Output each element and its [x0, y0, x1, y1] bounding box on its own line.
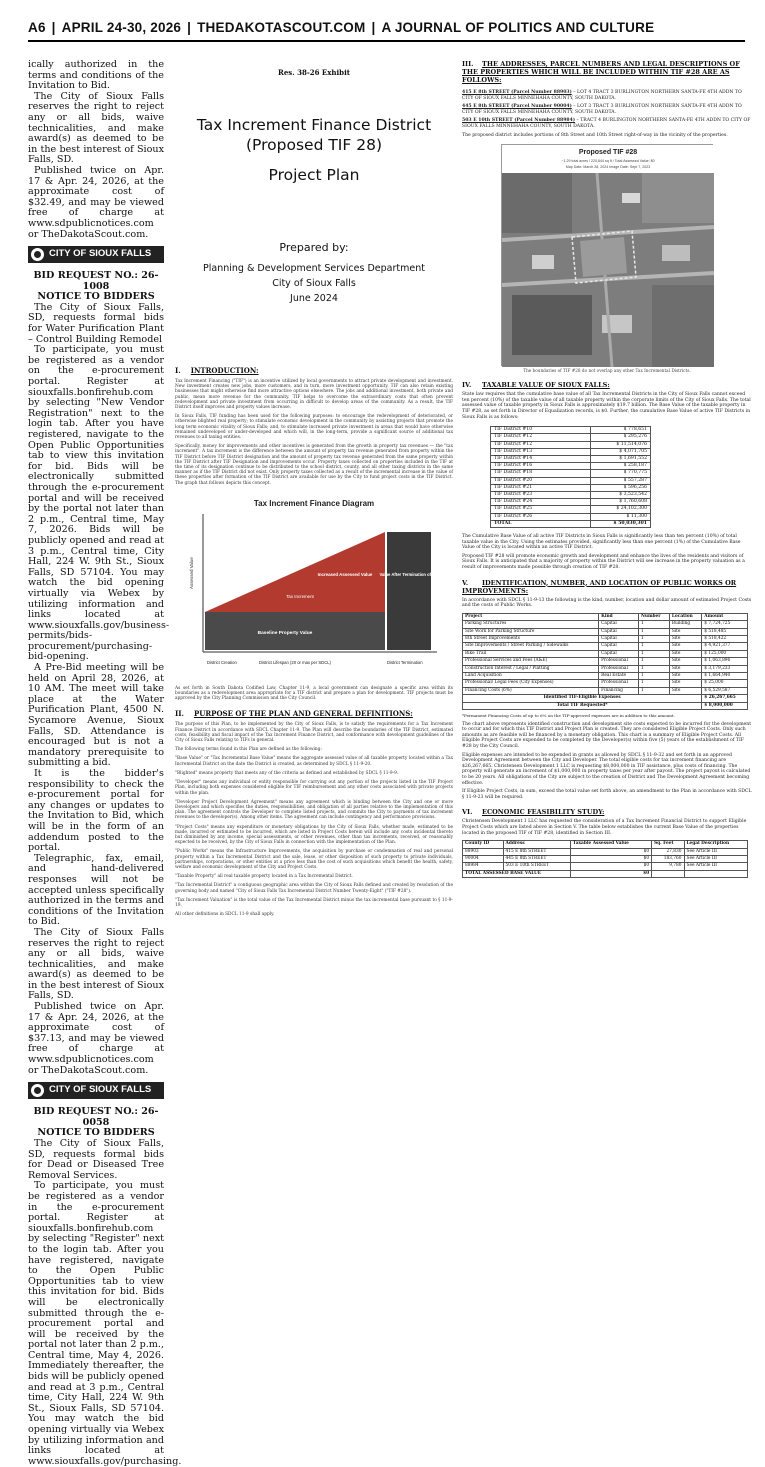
map-block	[652, 285, 714, 367]
column-header: Location	[669, 613, 701, 620]
table-cell: $ 6,529,587	[702, 687, 748, 694]
total-base-value: $0	[570, 870, 651, 877]
legal-para: A Pre-Bid meeting will be held on April 28, 2026, at 10 AM. The meet will take place at the Water Purification Plant, 4500 N. Sycamore Avenue, Sioux Falls, SD. Attendance is encouraged but is not a mandatory prerequisite to submitting a bid.	[28, 662, 164, 769]
table-cell: Professional	[599, 680, 639, 687]
tif-diagram-graphic	[175, 494, 453, 682]
definition: "Public Works" means the Infrastructure Improvements, the acquisition by purchase or condemnation of real and personal property within a Tax Incremental District and the sale, lease, or other disposition of such property to private individuals, partnerships, corporations, or other entities at a price less than the cost of such acquisitions which benefit the health, safety, welfare and economic development of the City and Project Costs.	[175, 849, 453, 870]
table-row	[463, 863, 748, 870]
table-cell: $ 1,063,896	[702, 658, 748, 665]
tif-district-value: $ 295,276	[591, 434, 651, 441]
page-number: A6	[28, 20, 46, 35]
body-text: The purpose of this Plan, to be implemented by the City of Sioux Falls, is to satisfy the requirements for a Tax Increment Finance District in accordance with SDCL Chapter 11-9. The Plan will describe the boundaries of the TIF District, estimated costs, feasibility and fiscal impact of the Tax Increment Finance District, and conformance with development guidelines of the City of Sioux Falls relating to TIFs in general.	[175, 722, 453, 744]
table-cell: See Article III	[684, 863, 748, 870]
tif-district-value: $ 4,071,705	[591, 448, 651, 455]
table-row	[463, 672, 748, 679]
diagram-title: Tax Increment Finance Diagram	[253, 498, 375, 508]
column-header: Number	[638, 613, 669, 620]
table-cell: $0	[570, 848, 651, 855]
table-row	[491, 499, 651, 506]
bid-title: BID REQUEST NO.: 26-0058	[33, 1106, 159, 1128]
aerial-map-graphic	[502, 145, 714, 367]
address-entry	[462, 104, 752, 115]
tif-base-value-table	[490, 426, 651, 528]
table-cell: See Article III	[684, 848, 748, 855]
section-number: IV.	[462, 381, 472, 390]
table-cell: $ 4,921,377	[702, 643, 748, 650]
tif-district-name: TIF District #21	[491, 484, 591, 491]
table-row	[463, 635, 748, 642]
map-block	[502, 173, 572, 233]
bid-subtitle: NOTICE TO BIDDERS	[37, 291, 155, 303]
logo-text: CITY OF SIOUX FALLS	[49, 248, 152, 260]
table-row	[463, 628, 748, 635]
city-logo-banner	[28, 1082, 164, 1099]
table-cell: 1	[638, 643, 669, 650]
table-row	[491, 463, 651, 470]
table-row	[491, 455, 651, 462]
table-cell: Site	[669, 650, 701, 657]
tif-exhibit-page2	[462, 60, 752, 1130]
table-cell: Capital	[599, 650, 639, 657]
address-head: 445 E 8th STREET (Parcel Number 90004)	[462, 104, 572, 110]
table-cell: 1	[638, 650, 669, 657]
table-cell: Site	[669, 672, 701, 679]
bid-title: BID REQUEST NO.: 26-1008	[33, 270, 159, 292]
section-heading	[462, 60, 752, 84]
total-requested-label: Total TIF Requested*	[463, 702, 702, 709]
table-cell: Building	[669, 621, 701, 628]
body-text: Proposed TIF #28 will promote economic growth and development and enhance the lives of the residents and visitors of Sioux Falls. It is anticipated that a majority of property within the District will see increase in the property valuation as a result of improvements made possible through creation of TIF #28.	[462, 553, 745, 570]
section-heading	[175, 709, 453, 718]
section-heading	[175, 366, 453, 375]
diagram-yaxis-label: Assessed Value	[189, 556, 194, 589]
creation-label: District Creation	[207, 659, 237, 665]
site-url[interactable]: THEDAKOTASCOUT.COM	[197, 20, 366, 35]
map-block	[512, 295, 592, 355]
column-header: Project	[463, 613, 599, 620]
table-footnote: *Permanent Financing Costs of up to 6% on the TIF-approved expenses are in addition to this amount.	[462, 713, 675, 718]
feasibility-table	[462, 840, 748, 878]
tagline: A JOURNAL OF POLITICS AND CULTURE	[381, 20, 655, 35]
tif-district-value: $ 11,300	[591, 513, 651, 520]
district-map	[501, 144, 713, 366]
map-caption: The boundaries of TIF #28 do not overlap any other Tax Incremental Districts.	[523, 368, 691, 374]
definition: "Base Value" or "Tax Incremental Base Value" means the aggregate assessed value of all taxable property located within a Tax Incremental District on the date the District is created, as determined by SDCL § 11-9-20.	[175, 756, 453, 767]
table-cell: Site	[669, 687, 701, 694]
body-text: The chart above represents identified construction and development site costs expected to be incurred for the development to occur and for which this TIF District and Project Plan is created. They are considered Eligible Project Costs. Only such amounts as are feasible will be financed by a monetary obligation. This chart is a summary of Eligible Project Costs. All Eligible Project Costs are expended to be completed by the Developer(s) within five (5) years of the establishment of TIF #28 by the City Council.	[462, 721, 752, 749]
table-row	[463, 687, 748, 694]
section-number: II.	[175, 709, 184, 719]
lifespan-label: District Lifespan (20 or max per SDCL)	[259, 659, 331, 665]
city-seal-icon	[31, 248, 44, 261]
table-cell: Financing Costs (6%)	[463, 687, 599, 694]
plan-title-line: Project Plan	[268, 166, 360, 184]
map-building	[662, 245, 690, 261]
body-text: As set forth in South Dakota Codified Law, Chapter 11-9, a local government can designate a specific area within its boundaries as a redevelopment area appropriate for a TIF district and prepare a plan for development. TIF projects must be approved by the City Planning Commission and the City Council.	[175, 685, 453, 702]
section-number: V.	[462, 578, 469, 587]
table-row	[463, 855, 748, 862]
legal-para: The City of Sioux Falls reserves the right to reject any or all bids, waive technicalities, and make award(s) as deemed to be in the best interest of Sioux Falls, SD.	[28, 926, 164, 1002]
column-header: Address	[503, 841, 570, 848]
map-title: Proposed TIF #28	[578, 149, 638, 157]
definition: "Tax Incremental District" a contiguous geographic area within the City of Sioux Falls defined and created by resolution of the governing body and named "City of Sioux Falls Tax Incremental District Number Twenty-Eight" ("TIF #28").	[175, 883, 453, 894]
tif-district-name: TIF District #23	[491, 491, 591, 498]
tif-district-value: $ 557,287	[591, 477, 651, 484]
logo-text: CITY OF SIOUX FALLS	[49, 1084, 152, 1096]
table-cell: $0	[570, 863, 651, 870]
section-title: INTRODUCTION:	[190, 366, 259, 375]
section-number: I.	[175, 366, 181, 375]
legal-para: The City of Sioux Falls, SD, requests formal bids for Dead or Diseased Tree Removal Services.	[28, 1138, 164, 1181]
column-header: County ID	[463, 841, 504, 848]
table-cell: Construction Interest / Legal / Platting	[463, 665, 599, 672]
prepared-label: Prepared by:	[279, 241, 349, 254]
increased-value-label: Increased Assessed Value	[317, 571, 373, 577]
table-row	[463, 658, 748, 665]
legal-para: To participate, you must be registered as a vendor in the e-procurement portal. Register at siouxfalls.bonfirehub.com by selecting "Register" next to the login tab. After you have registered, navigate to the Open Public Opportunities tab to view this invitation for bid. Bids will be electronically submitted through the e-procurement portal and will be received by the portal not later than 2 p.m., Central time, May 4, 2026. Immediately thereafter, the bids will be publicly opened and read at 3 p.m., Central time, City Hall, 224 W. 9th St., Sioux Falls, SD 57104. You may watch the bid opening virtually via Webex by utilizing information and links located at www.siouxfalls.gov/purchasing.	[28, 1180, 182, 1467]
table-cell: $ 3,179,233	[702, 665, 748, 672]
table-row	[463, 621, 748, 628]
tif-district-value: $ 1,760,608	[591, 499, 651, 506]
column-header: Kind	[599, 613, 639, 620]
identified-expenses-label: Identified TIF-Eligible Expenses	[463, 695, 702, 702]
table-row	[491, 427, 651, 434]
project-costs-table	[462, 613, 748, 710]
table-cell: Site	[669, 643, 701, 650]
table-cell: Site	[669, 658, 701, 665]
table-cell: 27,830	[652, 848, 684, 855]
table-cell: Capital	[599, 621, 639, 628]
table-cell: Site	[669, 635, 701, 642]
table-row	[491, 491, 651, 498]
table-row	[463, 665, 748, 672]
definition: "Blighted" means property that meets any of the criteria as defined and established by SDCL § 11-9-9.	[175, 770, 399, 776]
identified-expenses-value: $ 26,267,665	[702, 695, 748, 702]
table-cell: Professional	[599, 658, 639, 665]
body-text: Tax Increment Financing ("TIF") is an incentive utilized by local governments to attract private development and investment. New investment creates new jobs, more customers, and in turn, more investment opportunity. TIF can also retain existing businesses that might otherwise find more attractive options elsewhere. The jobs and additional investment, both private and public, mean more revenue for the community. TIF helps to overcome the extraordinary costs that often prevent redevelopment and private investment from occurring in difficult to develop areas of the community. As a result, the TIF District itself improves and property values increase.	[175, 379, 453, 411]
column-header: Sq. Feet	[652, 841, 684, 848]
bid-subtitle: NOTICE TO BIDDERS	[37, 1127, 155, 1139]
issue-dates: APRIL 24-30, 2026	[61, 20, 182, 35]
tif-district-value: $ 3,523,542	[591, 491, 651, 498]
table-cell: 90004	[463, 855, 504, 862]
address-entry	[462, 118, 752, 129]
address-text: – LOT 4 TRACT 3 BURLINGTON NORTHERN SANTA-FE 4TH ADDN TO CITY OF SIOUX FALLS MINNEHAHA COUNTY, SOUTH DAKOTA.	[462, 90, 742, 101]
map-building	[602, 315, 632, 333]
tif-diagram	[175, 494, 453, 682]
table-row	[491, 441, 651, 448]
tif-district-name: TOTAL	[491, 520, 591, 527]
tif-district-value: $ 258,187	[591, 463, 651, 470]
table-cell: 8th Street Improvements	[463, 635, 599, 642]
definition: "Project Costs" means any expenditure or monetary obligations by the City of Sioux Falls, whether made, estimated to be made, incurred or estimated to be incurred, which are listed in Project Costs herein will include any costs incidental thereto but diminished by any income, special assessments, or other revenues, other than tax increments, received, or reasonably expected to be received, by the City of Sioux Falls in connection with the implementation of the Plan.	[175, 824, 453, 846]
tif-district-name: TIF District #12	[491, 441, 591, 448]
city-logo-banner	[28, 246, 164, 263]
section-title: TAXABLE VALUE OF SIOUX FALLS:	[482, 381, 610, 390]
legal-para: Telegraphic, fax, email, and hand-delivered responses will not be accepted unless specifically authorized in the terms and conditions of the Invitation to Bid.	[28, 852, 164, 928]
table-cell: Site	[669, 628, 701, 635]
table-row	[463, 848, 748, 855]
column-header: Amount	[702, 613, 748, 620]
table-cell: Land Acquisition	[463, 672, 599, 679]
body-text: The Cumulative Base Value of all active TIF Districts in Sioux Falls is significantly less than ten percent (10%) of total taxable value in the City. Using the estimates provided, significantly less than one percent (1%) of the Cumulative Base Value of the City is located within an active TIF District.	[462, 533, 741, 551]
table-cell: 1	[638, 672, 669, 679]
plan-title-line: (Proposed TIF 28)	[246, 136, 382, 154]
legal-para: The City of Sioux Falls, SD, requests formal bids for Water Purification Plant – Control Building Remodel	[28, 301, 164, 345]
map-block	[642, 173, 714, 223]
table-cell: 88903	[463, 848, 504, 855]
table-row	[491, 506, 651, 513]
prepared-by-block	[175, 240, 453, 306]
tif-district-name: TIF District #18	[491, 470, 591, 477]
termination-label: District Termination	[387, 659, 423, 665]
table-cell: Bike Trail	[463, 650, 599, 657]
body-text: Specifically, money for improvements and other incentives is generated from the growth in property tax revenues — the "tax increment". A tax increment is the difference between the amount of property tax revenue generated from property within the TIF District before TIF District designation and the amount of property tax revenue generated from the same property within the TIF District after TIF Designation and improvements occur. Property taxes collected on properties included in the TIF at the time of its designation continue to be distributed to the school district, county, and all other taxing districts in the same manner as if the TIF District did not exist. Only property taxes collected as a result of the incremental increase in the value of these properties after formation of the TIF District are available for use by the City to fund project costs in the TIF District. The graph that follows depicts this concept.	[175, 444, 453, 486]
map-building	[532, 255, 554, 269]
definition: All other definitions in SDCL 11-9 shall apply.	[175, 912, 275, 918]
address-note: The proposed district includes portions of 8th Street and 10th Street right-of-way in the vicinity of the properties.	[462, 132, 728, 138]
table-cell: $ 25,000	[702, 680, 748, 687]
map-building	[622, 193, 640, 203]
table-row	[463, 643, 748, 650]
definition: "Developer" means any individual or entity responsible for carrying out any portion of the projects listed in the TIF Project Plan, including both expenses considered eligible for TIF reimbursement and any other costs associated with private projects within the plan.	[175, 780, 453, 796]
section-title: THE ADDRESSES, PARCEL NUMBERS AND LEGAL DESCRIPTIONS OF THE PROPERTIES WHICH WILL BE INCLUDED WITHIN TIF #28 ARE AS FOLLOWS:	[462, 60, 740, 84]
body-text: The following terms found in this Plan are defined as the following:	[175, 747, 322, 753]
tif-district-value: $ 1,691,552	[591, 455, 651, 462]
definition: "Taxable Property" all real taxable property located in a Tax Incremental District.	[175, 874, 353, 880]
table-row	[491, 448, 651, 455]
legal-para: ically authorized in the terms and conditions of the Invitation to Bid.	[28, 59, 164, 92]
table-row	[491, 484, 651, 491]
tif-district-value: $ 11,514,076	[591, 441, 651, 448]
baseline-label: Baseline Property Value	[257, 630, 313, 636]
table-cell: Parking Structures	[463, 621, 599, 628]
tif-district-value: $ 24,102,300	[591, 506, 651, 513]
city-seal-icon	[31, 1084, 44, 1097]
body-text: State law requires that the cumulative base value of all Tax Incremental Districts in the City of Sioux Falls cannot exceed ten percent (10%) of the taxable value of all taxable property within the corporate limits of the City of Sioux Falls. The total assessed value of taxable property in Sioux Falls is approximately $19.7 billion. The Base Value of the taxable property in TIF #28, as set forth in Director of Equalization records, is $0. Further, the cumulative Base Value of active TIF Districts in Sioux Falls is as follows:	[462, 392, 751, 420]
table-cell: 1	[638, 658, 669, 665]
column-header: Taxable Assessed Value	[570, 841, 651, 848]
table-cell: 183,760	[652, 855, 684, 862]
table-cell: $ 125,000	[702, 650, 748, 657]
exhibit-label: Res. 38-26 Exhibit	[278, 68, 350, 77]
tif-district-name: TIF District #24	[491, 499, 591, 506]
table-cell: Real Estate	[599, 672, 639, 679]
table-cell: 1	[638, 665, 669, 672]
table-cell: 1	[638, 687, 669, 694]
table-cell: 88984	[463, 863, 504, 870]
table-cell: Professional Services and Fees (A&E)	[463, 658, 599, 665]
table-cell: $ 518,422	[702, 635, 748, 642]
table-row	[491, 470, 651, 477]
tif-district-name: TIF District #20	[491, 477, 591, 484]
table-cell: 1	[638, 621, 669, 628]
table-cell: Capital	[599, 643, 639, 650]
table-cell: $0	[570, 855, 651, 862]
tif-district-name: TIF District #12	[491, 434, 591, 441]
table-cell: Site Improvements / Street Parking / Sidewalks	[463, 643, 599, 650]
table-cell: 9,780	[652, 863, 684, 870]
tif-district-name: TIF District #14	[491, 455, 591, 462]
plan-title-line: Tax Increment Finance District	[196, 116, 432, 134]
tif-district-name: TIF District #26	[491, 513, 591, 520]
table-cell: 415 E 8th STREET	[503, 848, 570, 855]
table-cell: Professional	[599, 665, 639, 672]
tif-district-value: $ 778,651	[591, 427, 651, 434]
city-name: City of Sioux Falls	[272, 278, 356, 289]
table-cell: Site Work for Parking Structure	[463, 628, 599, 635]
after-termination-bar	[387, 532, 431, 650]
table-cell: $ 518,485	[702, 628, 748, 635]
tif-exhibit-page1	[175, 60, 453, 1130]
table-cell: 1	[638, 635, 669, 642]
tif-district-value: $ 596,256	[591, 484, 651, 491]
table-cell: Capital	[599, 628, 639, 635]
definition: "Tax Increment Valuation" is the total value of the Tax Incremental District minus the tax incremental base pursuant to § 11-9-19.	[175, 897, 453, 908]
table-cell: Site	[669, 680, 701, 687]
tif-district-name: TIF District #16	[491, 463, 591, 470]
table-cell: 1	[638, 680, 669, 687]
table-row	[491, 477, 651, 484]
legal-para: The City of Sioux Falls reserves the right to reject any or all bids, waive technicalities, and make award(s) as deemed to be in the best interest of Sioux Falls, SD.	[28, 90, 164, 166]
body-text: In Sioux Falls, TIF funding has been used for the following purposes: to encourage the redevelopment of deteriorated, or otherwise blighted real property; to stimulate economic development in the community by assisting projects that promote the long term economic vitality of Sioux Falls; and, to stimulate increased private investment in areas that would have otherwise remained undeveloped or under-developed and which will, in the long-term, provide a significant source of additional tax revenues to all taxing entities.	[175, 414, 453, 441]
section-number: III.	[462, 60, 474, 68]
address-text: – TRACT 4 BURLINGTON NORTHERN SANTA-FE 4TH ADDN TO CITY OF SIOUX FALLS MINNEHAHA COUNTY, SOUTH DAKOTA.	[462, 118, 751, 129]
department: Planning & Development Services Department	[203, 263, 425, 274]
section-title: IDENTIFICATION, NUMBER, AND LOCATION OF PUBLIC WORKS OR IMPROVEMENTS:	[462, 578, 737, 595]
section-title: ECONOMIC FEASIBILITY STUDY:	[482, 808, 605, 817]
table-cell: Site	[669, 665, 701, 672]
body-text: Eligible expenses are intended to be expended in grants as allowed by SDCL § 11-9-32 and set forth in an approved Development Agreement between the City and Developer. The total eligible costs for tax increment financing are $26,267,665. Christensen Development 1 LLC is requesting $8,000,000 in TIF assistance, plus costs of financing. The property will generate an increment of $1,000,000 in property taxes per year after payout. The project payout is calculated to be 20 years. All obligations of the City are subject to the creation of District and The Development Agreement becoming effective.	[462, 752, 751, 786]
address-head: 415 E 8th STREET (Parcel Number 88903)	[462, 90, 572, 95]
table-row	[463, 650, 748, 657]
after-termination-label: Value After Termination of TIF	[379, 571, 439, 577]
tif-district-value: $ 770,775	[591, 470, 651, 477]
legal-para: Published twice on Apr. 17 & Apr. 24, 2026, at the approximate cost of $32.49, and may be viewed free of charge at www.sdpublicnotices.com or TheDakotaScout.com.	[28, 164, 164, 240]
definition: "Developer Project Development Agreement" means any agreement which is binding between the City and one or more Developers and which specifies the duties, responsibilities, and obligation of all parties relative to the implementation of this plan. The agreement controls the Developer to complete listed projects, and commits the City to payments of tax increment revenues to the developer(s). Among other items. The agreement can include contingency and performance provisions.	[175, 799, 453, 821]
address-entry	[462, 90, 752, 101]
table-row	[463, 680, 748, 687]
map-dates: Map Date: March 28, 2024 Image Date: Sept 7, 2023	[565, 165, 651, 170]
section-heading	[462, 381, 752, 389]
section-title: PURPOSE OF THE PLAN AND GENERAL DEFINITIONS:	[194, 709, 413, 719]
table-cell: See Article III	[684, 855, 748, 862]
tif-district-name: TIF District #13	[491, 448, 591, 455]
section-heading	[462, 808, 752, 816]
tax-increment-label: Tax Increment	[286, 593, 314, 599]
table-row	[491, 434, 651, 441]
table-cell: Financing	[599, 687, 639, 694]
table-cell: $ 7,724,725	[702, 621, 748, 628]
table-cell: 503 E 10th STREET	[503, 863, 570, 870]
address-head: 503 E 10th STREET (Parcel Number 88984)	[462, 118, 575, 124]
table-row	[491, 520, 651, 527]
address-text: – LOT 3 TRACT 3 BURLINGTON NORTHERN SANTA-FE 4TH ADDN TO CITY OF SIOUX FALLS MINNEHAHA COUNTY, SOUTH DAKOTA.	[462, 104, 742, 115]
legal-para: To participate, you must be registered as a vendor on the e-procurement portal. Register at siouxfalls.bonfirehub.com by selecting "New Vendor Registration" next to the login tab. After you have registered, navigate to the Open Public Opportunities tab to view this invitation for bid. Bids will be electronically submitted through the e-procurement portal and will be received by the portal not later than 2 p.m., Central time, May 7, 2026. Bids will be publicly opened and read at 3 p.m., Central time, City Hall, 224 W. 9th St., Sioux Falls, SD 57104. You may watch the bid opening virtually via Webex by utilizing information and links located at www.siouxfalls.gov/business-permits/bids-procurement/purchasing-bid-opening.	[28, 344, 170, 663]
body-text: Christensen Development 1 LLC has requested the consideration of a Tax Increment Financial District to support Eligible Project Costs which are listed above in Section V. The table below establishes the current Base Value of the properties located in the proposed TIF of TIF #28, identified in Section III.	[462, 819, 747, 836]
body-text: In accordance with SDCL § 11-9-13 the following is the kind, number, location and dollar amount of estimated Project Costs and the costs of Public Works.	[462, 597, 752, 609]
legal-para: Published twice on Apr. 17 & Apr. 24, 2026, at the approximate cost of $37.13, and may be viewed free of charge at www.sdpublicnotices.com or TheDakotaScout.com.	[28, 1001, 164, 1076]
tif-parcels	[580, 237, 627, 277]
column-header: Legal Description	[684, 841, 748, 848]
table-cell: $ 1,664,940	[702, 672, 748, 679]
body-text: If Eligible Project Costs, in sum, exceed the total value set forth above, an amendment to the Plan in accordance with SDCL § 11-9-23 will be required.	[462, 789, 752, 800]
table-cell: 445 E 8th STREET	[503, 855, 570, 862]
total-requested-value: $ 8,000,000	[702, 702, 748, 709]
table-cell: Capital	[599, 635, 639, 642]
tif-district-name: TIF District #25	[491, 506, 591, 513]
table-cell: Professional/ Legal Fees (City Expenses)	[463, 680, 599, 687]
map-subtitle: ~1.29 total acres / 220,644 sq ft / Total Assessed Value: $0	[561, 159, 655, 164]
legal-para: It is the bidder's responsibility to check the e-procurement portal for any changes or updates to the Invitation to Bid, which will be in the form of an addendum posted to the portal.	[28, 768, 164, 854]
tif-district-name: TIF District #10	[491, 427, 591, 434]
total-base-label: TOTAL ASSESSED BASE VALUE	[463, 870, 571, 877]
table-row	[491, 513, 651, 520]
section-heading	[462, 579, 752, 595]
page-header: A6 | APRIL 24-30, 2026 | THEDAKOTASCOUT.COM | A JOURNAL OF POLITICS AND CULTURE	[28, 20, 745, 42]
plan-title	[175, 115, 453, 185]
plan-date: June 2024	[290, 293, 338, 304]
tif-district-value: $ 50,030,301	[591, 520, 651, 527]
table-cell: 1	[638, 628, 669, 635]
section-number: VI.	[462, 808, 473, 817]
